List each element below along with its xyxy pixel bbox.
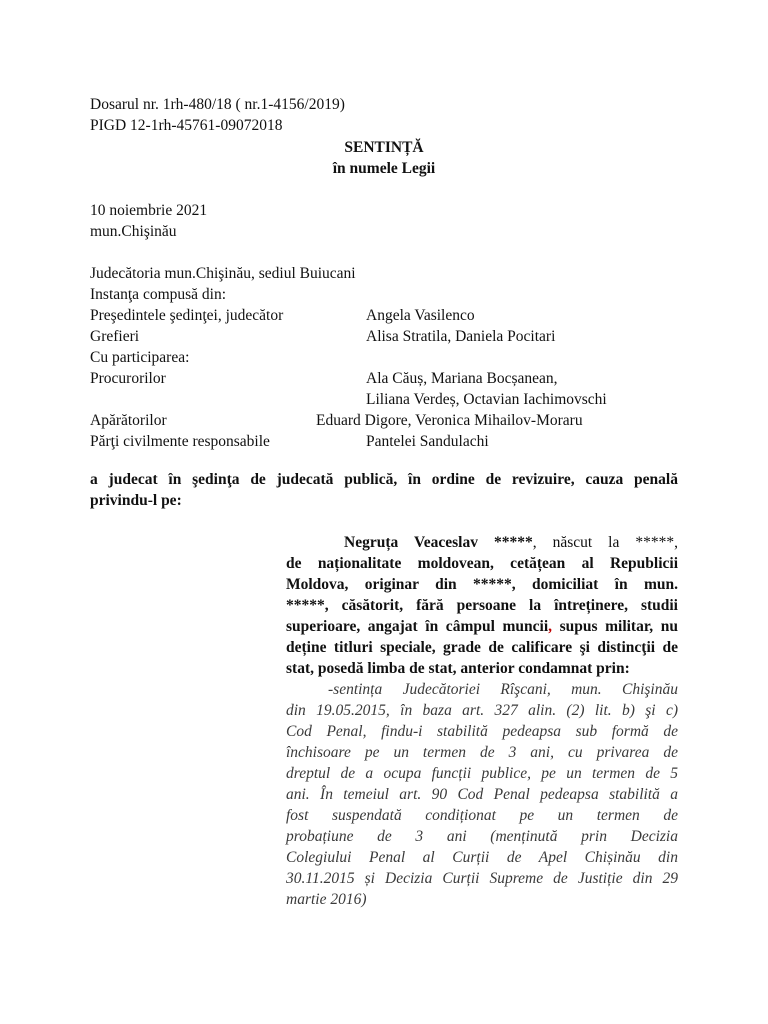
defendant-line-2: de naționalitate moldovean, cetățean al Republicii xyxy=(286,555,678,572)
prior-line-2: din 19.05.2015, în baza art. 327 alin. (2) lit. b) şi c) xyxy=(286,702,678,719)
prior-sentence-paragraph xyxy=(286,679,678,910)
role-president: Preşedintele şedinţei, judecător xyxy=(90,307,284,324)
document-subtitle: în numele Legii xyxy=(332,160,436,177)
prior-line-6: ani. În temeiul art. 90 Cod Penal pedeapsa stabilită a xyxy=(286,786,678,803)
defendant-birth: , născut la *****, xyxy=(532,534,678,551)
defendant-line-5 xyxy=(286,616,678,637)
prior-line-8: probațiune de 3 ani (menținută prin Decizia xyxy=(286,828,678,845)
defendant-line-6: deține titluri speciale, grade de calificare şi distincţii de xyxy=(286,639,678,656)
role-civil-parties: Părţi civilmente responsabile xyxy=(90,433,270,450)
role-clerks: Grefieri xyxy=(90,328,140,345)
prior-line-3: Cod Penal, findu-i stabilită pedeapsa sub formă de xyxy=(286,723,678,740)
defendant-line-5-b: supus militar, nu xyxy=(552,618,679,635)
defendant-line-4: *****, căsătorit, fără persoane la întreținere, studii xyxy=(286,597,678,614)
intro-paragraph xyxy=(90,469,678,511)
prior-line-11: martie 2016) xyxy=(286,891,367,908)
prior-line-9: Colegiului Penal al Curții de Apel Chișinău din xyxy=(286,849,678,866)
prior-line-7: fost suspendată condiționat pe un termen de xyxy=(286,807,678,824)
role-participation: Cu participarea: xyxy=(90,349,190,366)
defendant-line-5-comma: , xyxy=(548,618,553,635)
sentence-date: 10 noiembrie 2021 xyxy=(90,202,208,219)
prior-line-5: dreptul de a ocupa funcții publice, pe un termen de 5 xyxy=(286,765,678,782)
role-defenders: Apărătorilor xyxy=(90,412,167,429)
prior-line-1: -sentința Judecătoriei Rîşcani, mun. Chişinău xyxy=(328,681,678,698)
case-number: Dosarul nr. 1rh-480/18 ( nr.1-4156/2019) xyxy=(90,96,345,113)
role-prosecutors: Procurorilor xyxy=(90,370,166,387)
court-name: Judecătoria mun.Chişinău, sediul Buiucani xyxy=(90,265,356,282)
defendant-name: Negruța Veaceslav ***** xyxy=(344,534,533,551)
defendant-line-5-a: superioare, angajat în câmpul muncii xyxy=(286,618,549,635)
prior-line-4: închisoare pe un termen de 3 ani, cu privarea de xyxy=(286,744,678,761)
prior-line-10: 30.11.2015 și Decizia Curții Supreme de Justiție din 29 xyxy=(286,870,678,887)
name-prosecutors-2: Liliana Verdeș, Octavian Iachimovschi xyxy=(366,391,607,408)
name-civil-parties: Pantelei Sandulachi xyxy=(366,433,489,450)
name-clerks: Alisa Stratila, Daniela Pocitari xyxy=(366,328,556,345)
intro-line-2: privindu-l pe: xyxy=(90,492,182,509)
name-prosecutors-1: Ala Căuș, Mariana Bocșanean, xyxy=(366,370,558,387)
document-title: SENTINȚĂ xyxy=(344,139,424,156)
defendant-paragraph xyxy=(286,532,678,679)
defendant-line-7: stat, posedă limba de stat, anterior condamnat prin: xyxy=(286,660,630,677)
defendant-line-1 xyxy=(286,532,678,553)
name-president: Angela Vasilenco xyxy=(366,307,475,324)
name-defenders: Eduard Digore, Veronica Mihailov-Moraru xyxy=(316,412,583,429)
sentence-place: mun.Chişinău xyxy=(90,223,177,240)
intro-line-1: a judecat în şedinţa de judecată publică, în ordine de revizuire, cauza penală xyxy=(90,471,678,488)
defendant-line-3: Moldova, originar din *****, domiciliat în mun. xyxy=(286,576,678,593)
pigd-number: PIGD 12-1rh-45761-09072018 xyxy=(90,117,283,134)
composition-label: Instanţa compusă din: xyxy=(90,286,227,303)
